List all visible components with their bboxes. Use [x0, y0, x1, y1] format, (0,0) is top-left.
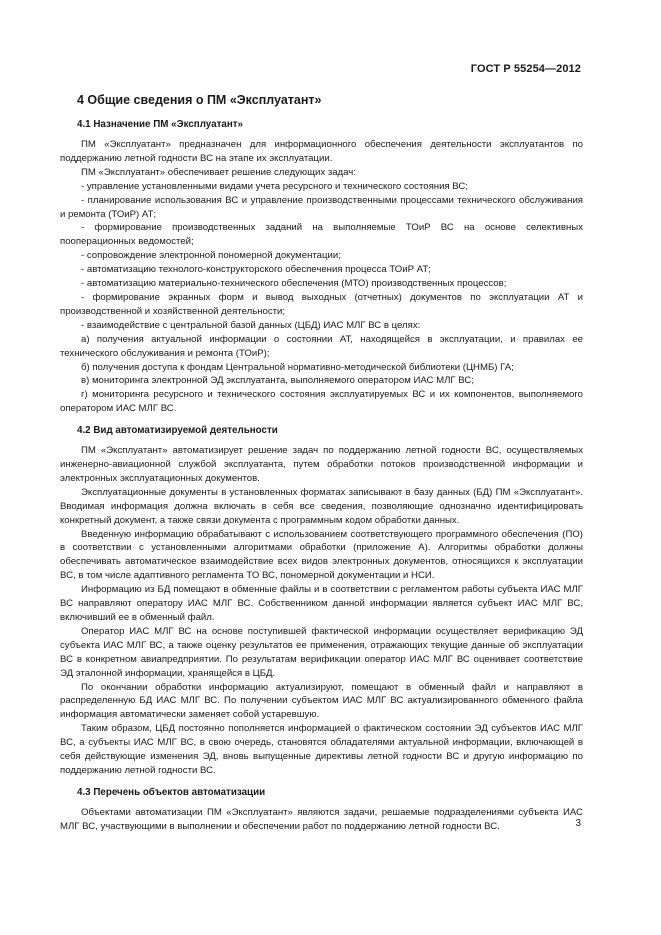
paragraph: Эксплуатационные документы в установленных форматах записывают в базу данных (БД) ПМ «Эксплуатант». Вводимая информация должна включать в себя все сведения, позволяющие однозначно идентифицировать конкретный документ, а также связи документа с программным кодом обработки данных.: [60, 486, 583, 526]
sub-list-item: г) мониторинга ресурсного и технического состояния эксплуатируемых ВС и их компонентов, выполняемого оператором ИАС МЛГ ВС.: [60, 389, 583, 415]
paragraph: По окончании обработки информацию актуализируют, помещают в обменный файл и направляют в распределенную БД ИАС МЛГ ВС. По получении субъектом ИАС МЛГ ВС актуализированного обменного файла информация автоматически заменяет собой устаревшую.: [60, 681, 583, 721]
list-item: - автоматизацию технолого-конструкторского обеспечения процесса ТОиР АТ;: [81, 264, 431, 276]
paragraph: Таким образом, ЦБД постоянно пополняется информацией о фактическом состоянии ЭД субъектов ИАС МЛГ ВС, а субъекты ИАС МЛГ ВС, в свою очередь, становятся обладателями актуальной информации, включающей в себя действующие изменения ЭД, вновь выпущенные директивы летной годности ВС и другую информацию по поддержанию летной годности ВС.: [60, 723, 583, 776]
paragraph: ПМ «Эксплуатант» автоматизирует решение задач по поддержанию летной годности ВС, осуществляемых инженерно-авиационной службой эксплуатанта, путем обработки потоков производственной информации и электронных эксплуатационных документов.: [60, 445, 583, 484]
sub-list-item: б) получения доступа к фондам Центральной нормативно-методической библиотеки (ЦНМБ) ГА;: [81, 361, 514, 373]
list-item: - сопровождение электронной пономерной документации;: [81, 250, 341, 262]
sub-list-item: а) получения актуальной информации о состоянии АТ, находящейся в эксплуатации, и правилах ее технического обслуживания и ремонта (ТОиР);: [60, 333, 583, 359]
page-number: 3: [575, 818, 581, 829]
sub-list-item: в) мониторинга электронной ЭД эксплуатанта, выполняемого оператором ИАС МЛГ ВС;: [81, 375, 474, 387]
paragraph: Объектами автоматизации ПМ «Эксплуатант» являются задачи, решаемые подразделениями субъекта ИАС МЛГ ВС, участвующими в выполнении и обеспечении работ по поддержанию летной годности ВС.: [60, 806, 583, 832]
paragraph: Введенную информацию обрабатывают с использованием соответствующего программного обеспечения (ПО) в соответствии с установленными алгоритмами обработки (приложение А). Алгоритмы обработки должны обеспечивать автоматическое взаимодействие всех видов электронных документов, относящихся к эксплуатации ВС, в том числе адаптивного регламента ТО ВС, пономерной документации и НСИ.: [60, 528, 583, 582]
section-4-3-title: 4.3 Перечень объектов автоматизации: [77, 786, 266, 798]
paragraph: ПМ «Эксплуатант» обеспечивает решение следующих задач:: [81, 166, 356, 178]
section-4-1-title: 4.1 Назначение ПМ «Эксплуатант»: [77, 119, 243, 130]
paragraph: Информацию из БД помещают в обменные файлы и в соответствии с регламентом работы субъекта ИАС МЛГ ВС направляют оператору ИАС МЛГ ВС. Собственником данной информации является субъект ИАС МЛГ ВС, включивший ее в обменный файл.: [60, 584, 583, 623]
list-item: - управление установленными видами учета ресурсного и технического состояния ВС;: [81, 180, 468, 192]
list-item: - автоматизацию материально-технического обеспечения (МТО) производственных процессов;: [81, 278, 507, 290]
list-item: - планирование использования ВС и управление производственными процессами технического обслуживания и ремонта (ТОиР) АТ;: [60, 194, 583, 220]
list-item: - формирование экранных форм и вывод выходных (отчетных) документов по эксплуатации АТ и производственной и хозяйственной деятельности;: [60, 291, 583, 317]
page-content: [60, 92, 583, 834]
paragraph: Оператор ИАС МЛГ ВС на основе поступившей фактической информации осуществляет верификацию ЭД субъекта ИАС МЛГ ВС, а также оценку результатов ее применения, отражающих текущие данные об эксплуатации ВС в конкретном авиапредприятии. По результатам верификации оператор ИАС МЛГ ВС оценивает соответствие ЭД эталонной информации, хранящейся в ЦБД.: [60, 625, 583, 679]
section-4-2-title: 4.2 Вид автоматизируемой деятельности: [77, 425, 278, 437]
section-4-title: 4 Общие сведения о ПМ «Эксплуатант»: [77, 93, 322, 107]
document-header-standard: ГОСТ Р 55254—2012: [470, 63, 581, 75]
paragraph: ПМ «Эксплуатант» предназначен для информационного обеспечения деятельности эксплуатантов по поддержанию летной годности ВС на этапе их эксплуатации.: [60, 139, 583, 164]
list-item: - взаимодействие с центральной базой данных (ЦБД) ИАС МЛГ ВС в целях:: [81, 319, 421, 331]
list-item: - формирование производственных заданий на выполняемые ТОиР ВС на основе селективных пооперационных ведомостей;: [60, 222, 583, 248]
